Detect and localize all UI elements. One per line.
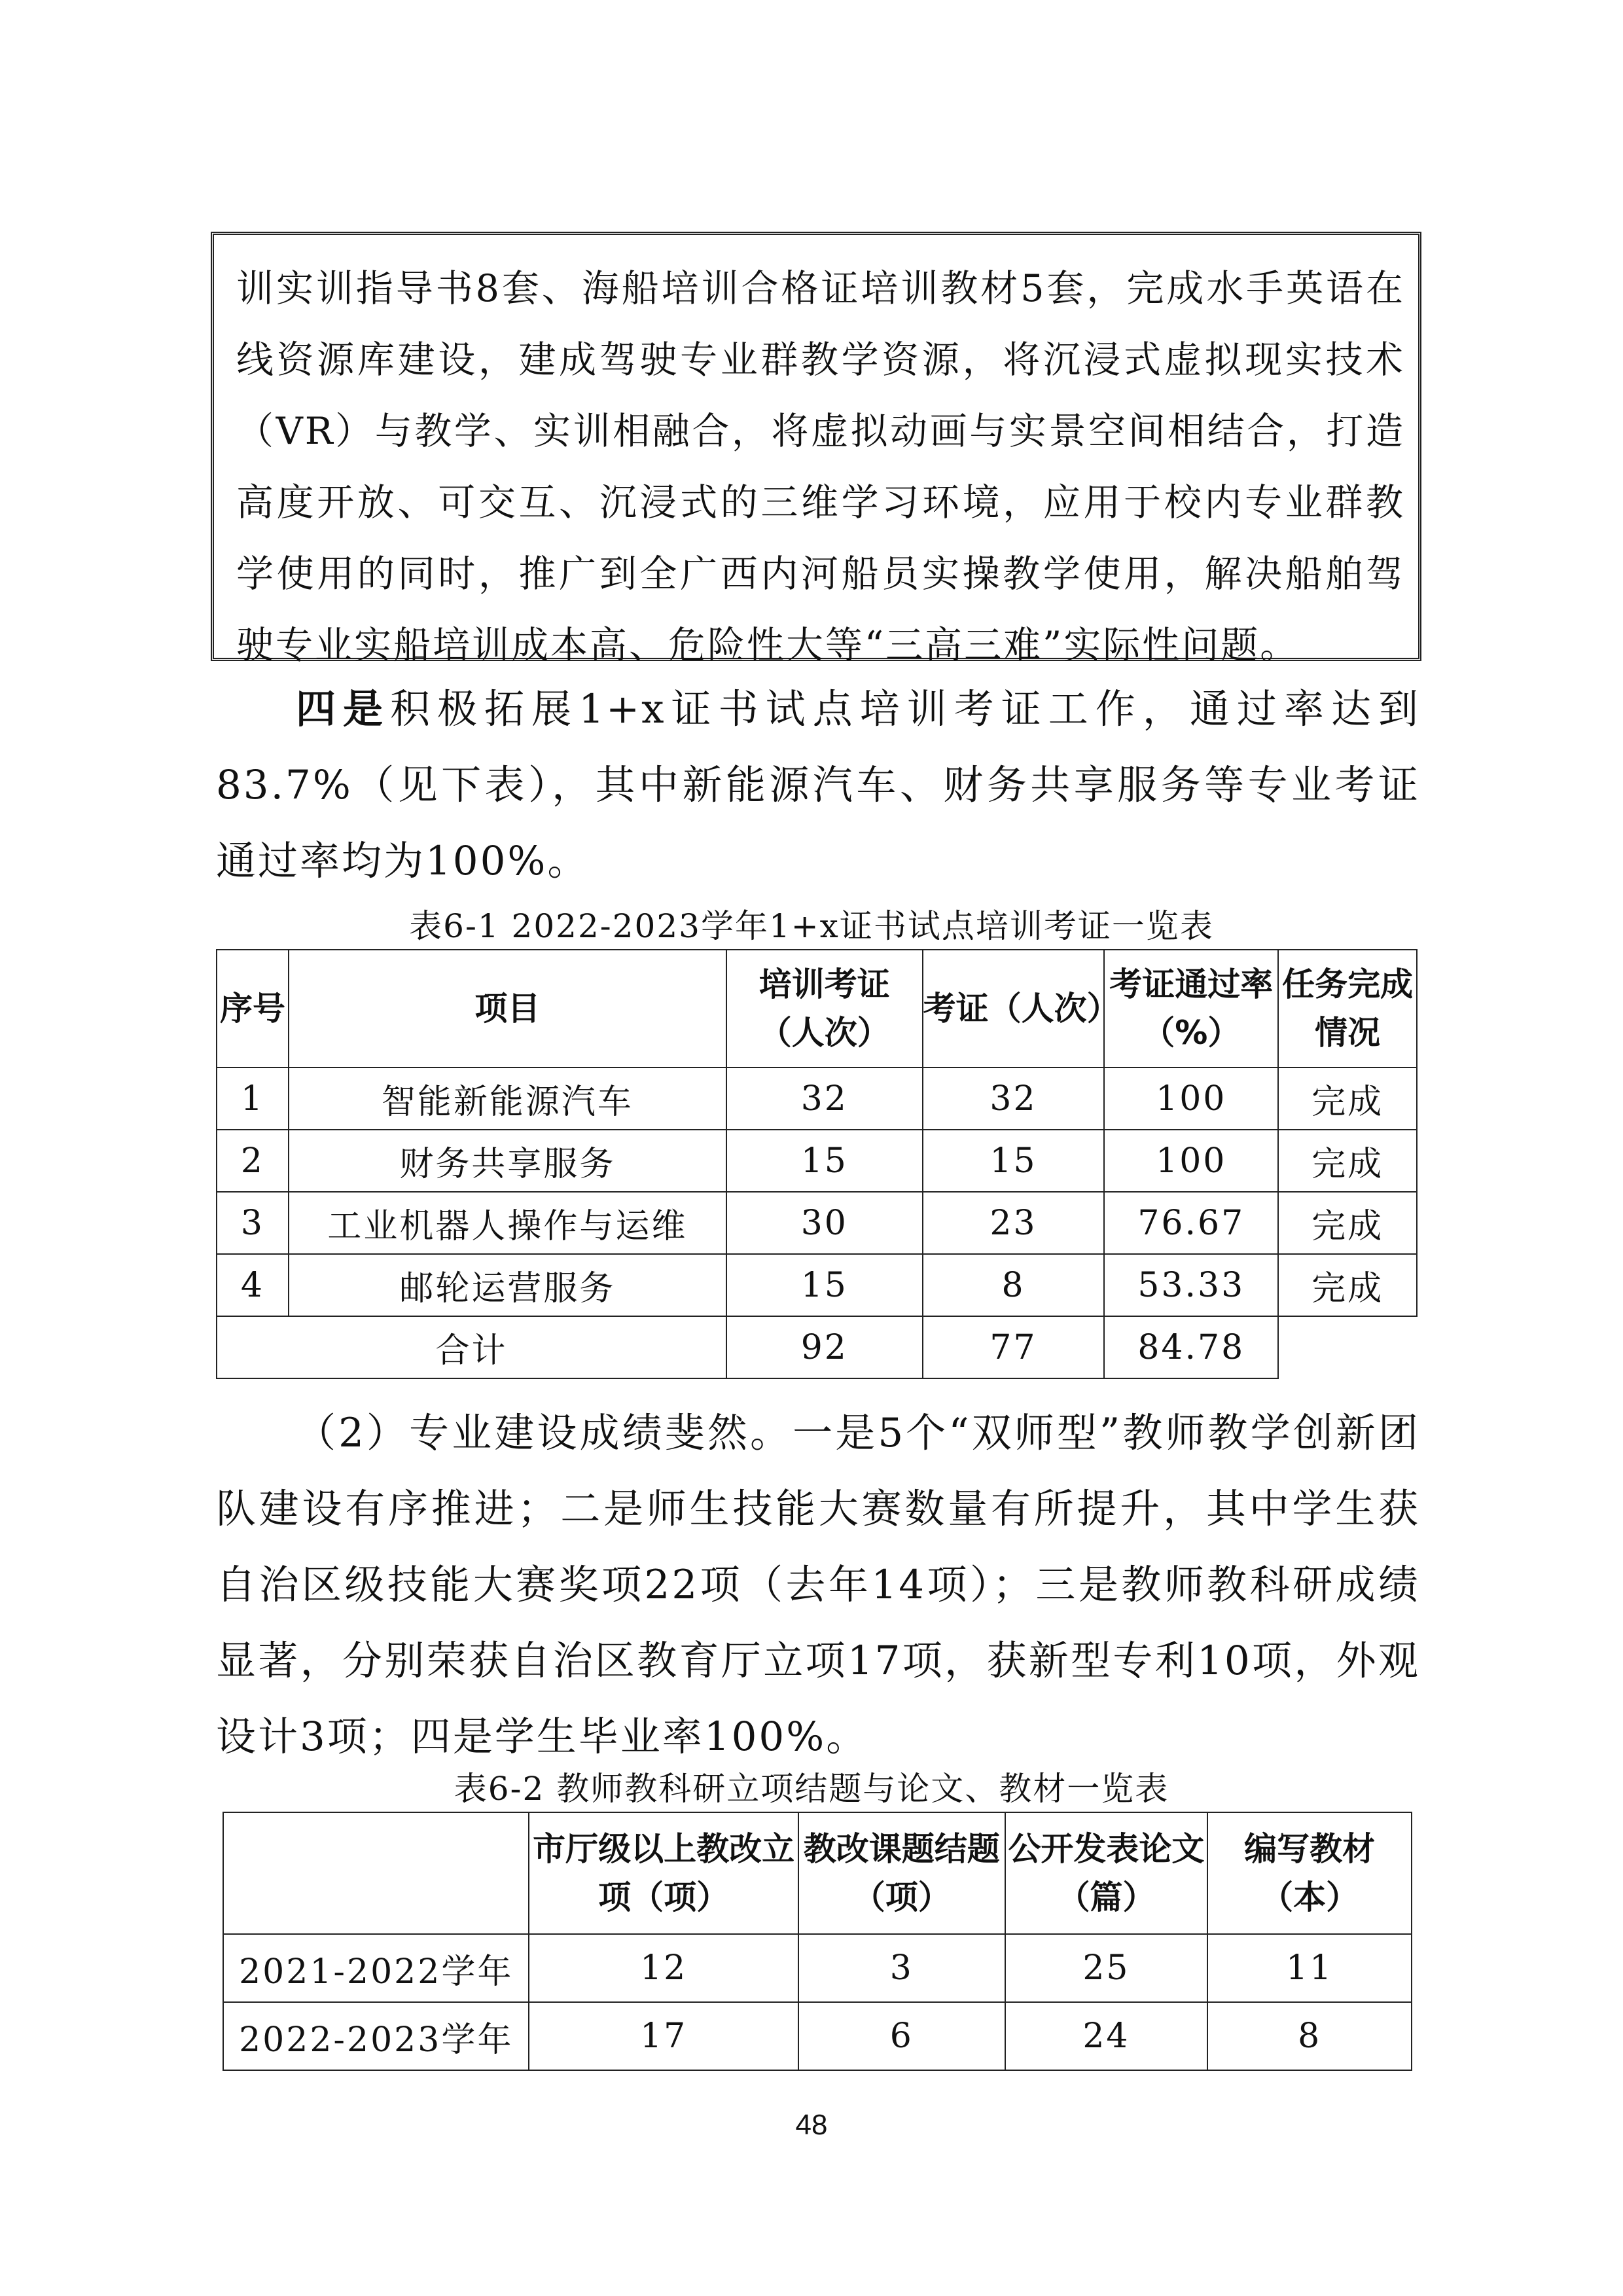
table-cell: 76.67 [1104,1192,1278,1254]
table-row [223,2002,1412,2070]
table-cell: 2 [217,1130,289,1192]
table-cell: 84.78 [1104,1316,1278,1378]
table-cell: 17 [529,2002,798,2070]
table-1-caption: 表6-1 2022-2023学年1+x证书试点培训考证一览表 [409,907,1214,945]
table-2-header [223,1812,529,1934]
paragraph-1-text: 积极拓展1+x证书试点培训考证工作，通过率达到83.7%（见下表），其中新能源汽车、财务共享服务等专业考证通过率均为100%。 [216,686,1420,884]
table-cell: 完成 [1278,1192,1417,1254]
table-empty-cell [1278,1316,1417,1378]
table-row [217,1130,1417,1192]
table-2-header: 编写教材（本） [1207,1812,1412,1934]
table-cell: 智能新能源汽车 [289,1067,726,1130]
table-cell: 完成 [1278,1130,1417,1192]
table-1-header: 培训考证（人次） [726,950,923,1067]
table-cell: 15 [923,1130,1105,1192]
table-2-header: 教改课题结题（项） [798,1812,1005,1934]
table-1-header: 考证（人次） [923,950,1105,1067]
paragraph-1 [216,672,1420,899]
table-row [217,1254,1417,1316]
paragraph-2: （2）专业建设成绩斐然。一是5个“双师型”教师教学创新团队建设有序推进；二是师生技能大赛数量有所提升，其中学生获自治区级技能大赛奖项22项（去年14项）；三是教师教科研成绩显著，分别荣获自治区教育厅立项17项，获新型专利10项，外观设计3项；四是学生毕业率100%。 [216,1410,1420,1760]
table-cell: 3 [798,1934,1005,2002]
boxed-text: 训实训指导书8套、海船培训合格证培训教材5套，完成水手英语在线资源库建设，建成驾驶专业群教学资源，将沉浸式虚拟现实技术（VR）与教学、实训相融合，将虚拟动画与实景空间相结合，打造高度开放、可交互、沉浸式的三维学习环境，应用于校内专业群教学使用的同时，推广到全广西内河船员实操教学使用，解决船舶驾驶专业实船培训成本高、危险性大等“三高三难”实际性问题。 [236,267,1405,667]
table-cell: 4 [217,1254,289,1316]
table-cell: 合计 [217,1316,726,1378]
table-cell: 32 [726,1067,923,1130]
table-cell: 6 [798,2002,1005,2070]
table-cell: 邮轮运营服务 [289,1254,726,1316]
table-cell: 财务共享服务 [289,1130,726,1192]
table-2-caption: 表6-2 教师教科研立项结题与论文、教材一览表 [454,1770,1169,1808]
table-cell: 2022-2023学年 [223,2002,529,2070]
table-cell: 30 [726,1192,923,1254]
table-2-header-row [223,1812,1412,1934]
table-cell: 53.33 [1104,1254,1278,1316]
table-2-header: 公开发表论文（篇） [1005,1812,1208,1934]
table-cell: 完成 [1278,1254,1417,1316]
table-cell: 92 [726,1316,923,1378]
table-cell: 完成 [1278,1067,1417,1130]
table-cell: 12 [529,1934,798,2002]
table-cell: 25 [1005,1934,1208,2002]
table-cell: 1 [217,1067,289,1130]
table-1 [216,949,1418,1379]
table-cell: 100 [1104,1067,1278,1130]
boxed-text-block [211,232,1421,667]
table-cell: 2021-2022学年 [223,1934,529,2002]
table-cell: 77 [923,1316,1105,1378]
table-1-header: 项目 [289,950,726,1067]
table-2-header: 市厅级以上教改立项（项） [529,1812,798,1934]
table-cell: 8 [923,1254,1105,1316]
table-row [217,1067,1417,1130]
table-cell: 15 [726,1254,923,1316]
table-cell: 3 [217,1192,289,1254]
table-1-header: 序号 [217,950,289,1067]
table-cell: 32 [923,1067,1105,1130]
table-cell: 23 [923,1192,1105,1254]
paragraph-1-lead: 四是 [296,686,391,732]
table-cell: 11 [1207,1934,1412,2002]
table-cell: 工业机器人操作与运维 [289,1192,726,1254]
page-number: 48 [795,2109,828,2141]
table-2 [223,1812,1412,2071]
table-cell: 8 [1207,2002,1412,2070]
table-cell: 24 [1005,2002,1208,2070]
table-cell: 100 [1104,1130,1278,1192]
table-1-total-row [217,1316,1417,1378]
table-1-header: 任务完成情况 [1278,950,1417,1067]
table-1-header: 考证通过率（%） [1104,950,1278,1067]
table-1-header-row [217,950,1417,1067]
table-row [217,1192,1417,1254]
table-row [223,1934,1412,2002]
table-cell: 15 [726,1130,923,1192]
